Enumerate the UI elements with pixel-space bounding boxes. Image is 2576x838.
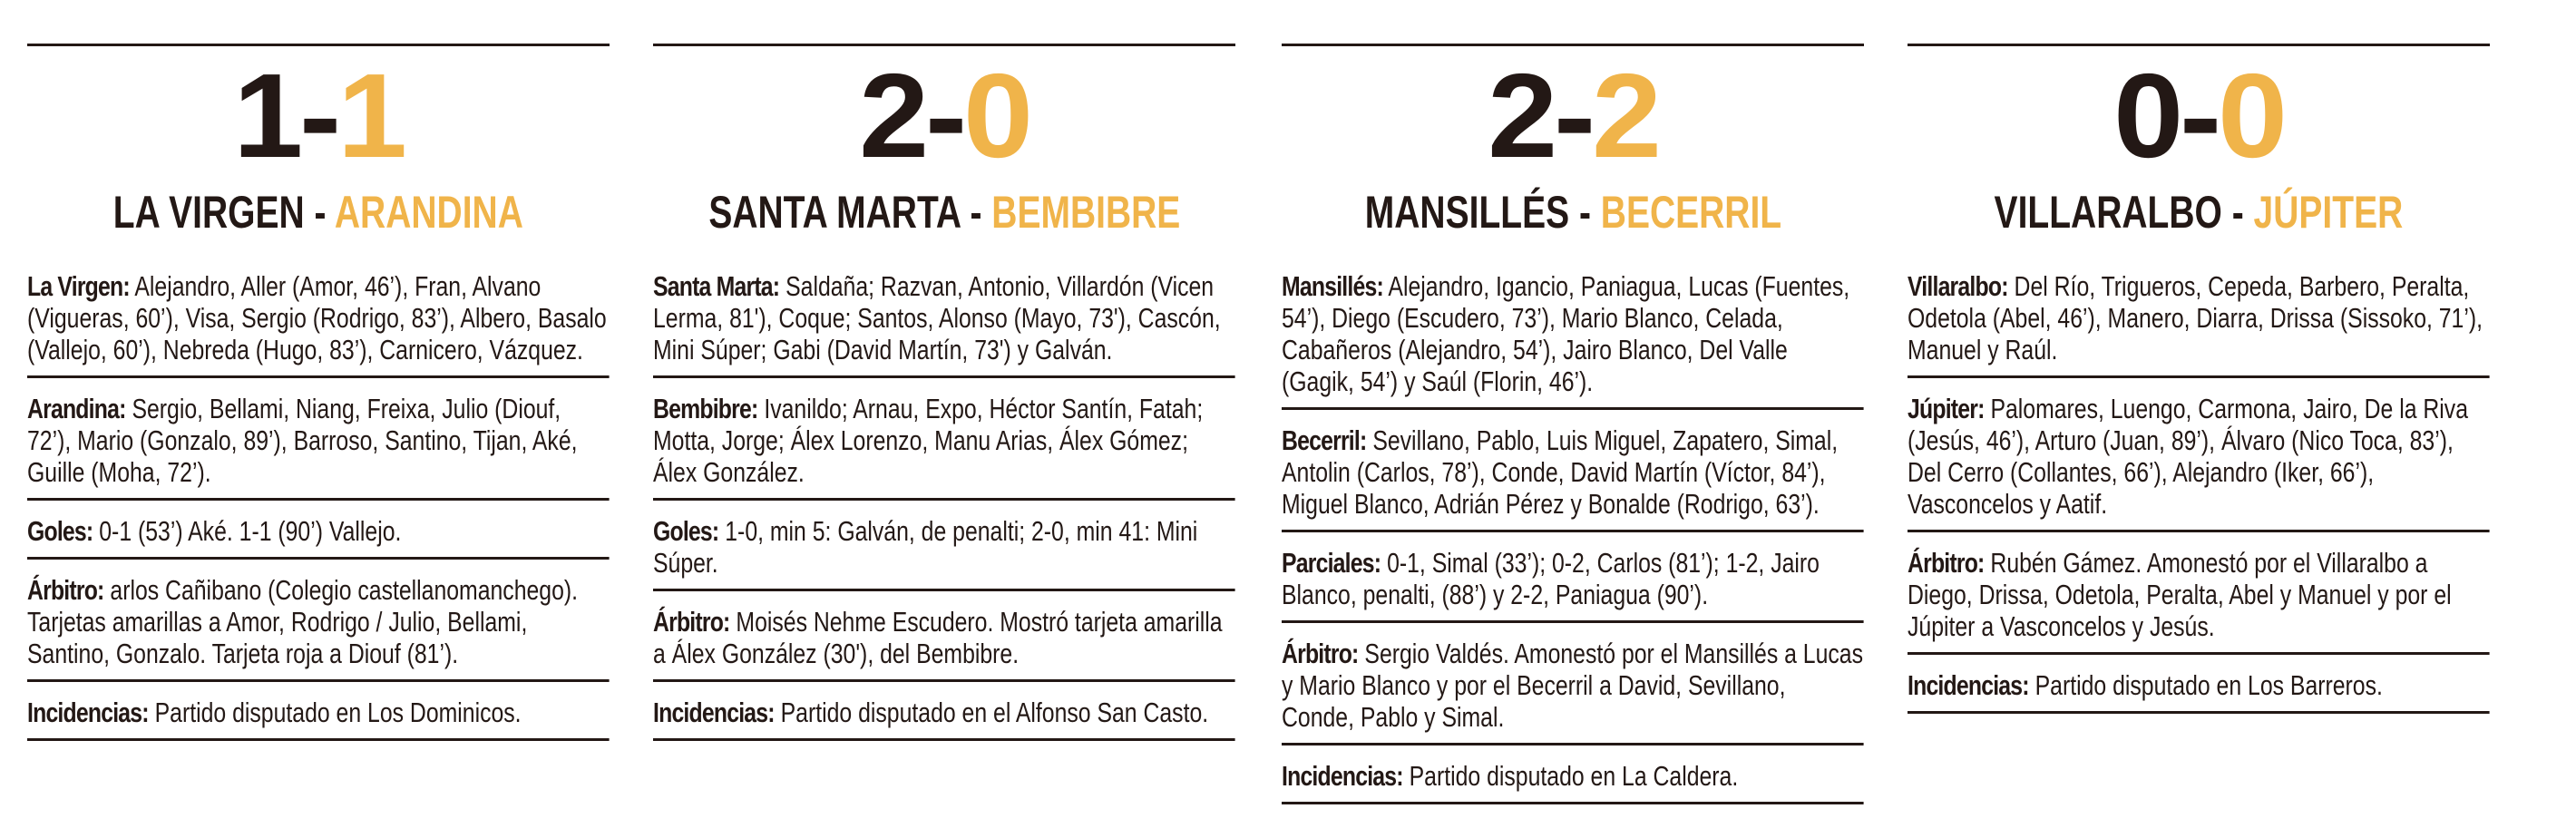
section-label: Árbitro: bbox=[653, 606, 730, 638]
section-label: Santa Marta: bbox=[653, 270, 780, 302]
away-score: 2 bbox=[1591, 49, 1658, 182]
detail-section bbox=[1908, 389, 2490, 532]
match-title bbox=[1871, 187, 2526, 238]
home-score: 0 bbox=[2113, 49, 2181, 182]
detail-section bbox=[27, 267, 610, 378]
detail-section bbox=[27, 512, 610, 560]
detail-section bbox=[1282, 756, 1864, 804]
detail-section bbox=[653, 602, 1235, 682]
section-text: Alejandro, Igancio, Paniagua, Lucas (Fuentes, 54’), Diego (Escudero, 73’), Mario Blanco, Celada, Cabañeros (Alejandro, 54’), Jairo Blanco, Del Valle (Gagik, 54’) y Saúl (Florin, 46’). bbox=[1282, 270, 1850, 397]
away-team: JÚPITER bbox=[2253, 187, 2404, 238]
section-text: Ivanildo; Arnau, Expo, Héctor Santín, Fatah; Motta, Jorge; Álex Lorenzo, Manu Arias, Álex Gómez; Álex González. bbox=[653, 393, 1204, 488]
match-title bbox=[1245, 187, 1900, 238]
team-separator: - bbox=[304, 187, 336, 238]
detail-section bbox=[1908, 666, 2490, 714]
section-text: Alejandro, Aller (Amor, 46’), Fran, Alvano (Vigueras, 60’), Visa, Sergio (Rodrigo, 83’), Albero, Basalo (Vallejo, 60’), Nebreda (Hugo, 83’), Carnicero, Vázquez. bbox=[27, 270, 607, 365]
section-text: Saldaña; Razvan, Antonio, Villardón (Vicen Lerma, 81'), Coque; Santos, Alonso (Mayo, 73'), Cascón, Mini Súper; Gabi (David Martín, 73') y Galván. bbox=[653, 270, 1221, 365]
divider bbox=[27, 44, 610, 46]
away-team: BECERRIL bbox=[1600, 187, 1781, 238]
score-separator: - bbox=[2180, 49, 2218, 182]
away-score: 1 bbox=[337, 49, 404, 182]
detail-section bbox=[1908, 267, 2490, 378]
section-label: Arandina: bbox=[27, 393, 126, 424]
home-score: 1 bbox=[233, 49, 300, 182]
detail-section bbox=[653, 693, 1235, 741]
section-label: Árbitro: bbox=[1908, 547, 1985, 579]
section-label: Árbitro: bbox=[27, 574, 104, 606]
match-details bbox=[1908, 267, 2490, 725]
detail-section bbox=[27, 693, 610, 741]
home-score: 2 bbox=[859, 49, 926, 182]
section-text: Palomares, Luengo, Carmona, Jairo, De la Riva (Jesús, 46’), Arturo (Juan, 89’), Álvaro (Nico Toca, 83’), Del Cerro (Collantes, 66’), Alejandro (Iker, 66’), Vasconcelos y Aatif. bbox=[1908, 393, 2469, 520]
home-team: MANSILLÉS bbox=[1364, 187, 1569, 238]
section-label: Júpiter: bbox=[1908, 393, 1985, 424]
scoreline bbox=[639, 49, 1250, 182]
section-text: arlos Cañibano (Colegio castellanomanchego). Tarjetas amarillas a Amor, Rodrigo / Julio, Bellami, Santino, Gonzalo. Tarjeta roja a Diouf (81’). bbox=[27, 574, 579, 669]
section-text: Rubén Gámez. Amonestó por el Villaralbo a Diego, Drissa, Odetola, Peralta, Abel y Manuel y por el Júpiter a Vasconcelos y Jesús. bbox=[1908, 547, 2452, 642]
section-label: Villaralbo: bbox=[1908, 270, 2008, 302]
match-details bbox=[27, 267, 610, 752]
section-text: 0-1 (53’) Aké. 1-1 (90’) Vallejo. bbox=[93, 515, 402, 547]
home-team: LA VIRGEN bbox=[112, 187, 305, 238]
detail-section bbox=[1282, 421, 1864, 532]
team-separator: - bbox=[2221, 187, 2254, 238]
match-title bbox=[617, 187, 1272, 238]
section-text: 1-0, min 5: Galván, de penalti; 2-0, min 41: Mini Súper. bbox=[653, 515, 1198, 579]
section-text: Partido disputado en La Caldera. bbox=[1402, 760, 1739, 792]
divider bbox=[1282, 44, 1864, 46]
section-text: Partido disputado en el Alfonso San Casto. bbox=[774, 697, 1209, 728]
section-label: Goles: bbox=[27, 515, 93, 547]
section-label: Incidencias: bbox=[653, 697, 775, 728]
detail-section bbox=[653, 512, 1235, 591]
section-text: Partido disputado en Los Dominicos. bbox=[148, 697, 522, 728]
section-text: Sergio Valdés. Amonestó por el Mansillés a Lucas y Mario Blanco y por el Becerril a David, Sevillano, Conde, Pablo y Simal. bbox=[1282, 638, 1863, 733]
divider bbox=[653, 44, 1235, 46]
section-text: Moisés Nehme Escudero. Mostró tarjeta amarilla a Álex González (30'), del Bembibre. bbox=[653, 606, 1223, 669]
section-text: Del Río, Trigueros, Cepeda, Barbero, Peralta, Odetola (Abel, 46’), Manero, Diarra, Drissa (Sissoko, 71’), Manuel y Raúl. bbox=[1908, 270, 2483, 365]
section-label: Goles: bbox=[653, 515, 719, 547]
section-text: Partido disputado en Los Barreros. bbox=[2028, 669, 2383, 701]
score-separator: - bbox=[299, 49, 337, 182]
team-separator: - bbox=[960, 187, 991, 238]
section-label: Incidencias: bbox=[1908, 669, 2029, 701]
home-team: VILLARALBO bbox=[1994, 187, 2222, 238]
score-separator: - bbox=[1554, 49, 1592, 182]
section-label: Incidencias: bbox=[27, 697, 149, 728]
section-text: Sevillano, Pablo, Luis Miguel, Zapatero, Simal, Antolin (Carlos, 78’), Conde, David Martín (Víctor, 84’), Miguel Blanco, Adrián Pérez y Bonalde (Rodrigo, 63’). bbox=[1282, 424, 1839, 520]
detail-section bbox=[27, 389, 610, 501]
section-text: Sergio, Bellami, Niang, Freixa, Julio (Diouf, 72’), Mario (Gonzalo, 89’), Barroso, Santino, Tijan, Aké, Guille (Moha, 72’). bbox=[27, 393, 578, 488]
home-team: SANTA MARTA bbox=[708, 187, 961, 238]
away-team: ARANDINA bbox=[335, 187, 524, 238]
scoreline bbox=[1267, 49, 1878, 182]
scoreline bbox=[13, 49, 624, 182]
section-label: Incidencias: bbox=[1282, 760, 1403, 792]
match-details bbox=[1282, 267, 1864, 815]
scoreline bbox=[1893, 49, 2504, 182]
away-score: 0 bbox=[2217, 49, 2284, 182]
section-label: Mansillés: bbox=[1282, 270, 1383, 302]
section-label: Parciales: bbox=[1282, 547, 1381, 579]
match-details bbox=[653, 267, 1235, 752]
detail-section bbox=[1282, 543, 1864, 623]
detail-section bbox=[1282, 267, 1864, 410]
home-score: 2 bbox=[1488, 49, 1555, 182]
detail-section bbox=[27, 570, 610, 682]
section-text: 0-1, Simal (33’); 0-2, Carlos (81’); 1-2, Jairo Blanco, penalti, (88’) y 2-2, Paniagua (90’). bbox=[1282, 547, 1820, 610]
section-label: Becerril: bbox=[1282, 424, 1367, 456]
divider bbox=[1908, 44, 2490, 46]
away-score: 0 bbox=[962, 49, 1029, 182]
team-separator: - bbox=[1568, 187, 1601, 238]
detail-section bbox=[1282, 634, 1864, 745]
section-label: La Virgen: bbox=[27, 270, 130, 302]
match-title bbox=[0, 187, 646, 238]
score-separator: - bbox=[925, 49, 963, 182]
section-label: Bembibre: bbox=[653, 393, 758, 424]
section-label: Árbitro: bbox=[1282, 638, 1359, 669]
away-team: BEMBIBRE bbox=[990, 187, 1180, 238]
detail-section bbox=[653, 267, 1235, 378]
detail-section bbox=[1908, 543, 2490, 655]
detail-section bbox=[653, 389, 1235, 501]
